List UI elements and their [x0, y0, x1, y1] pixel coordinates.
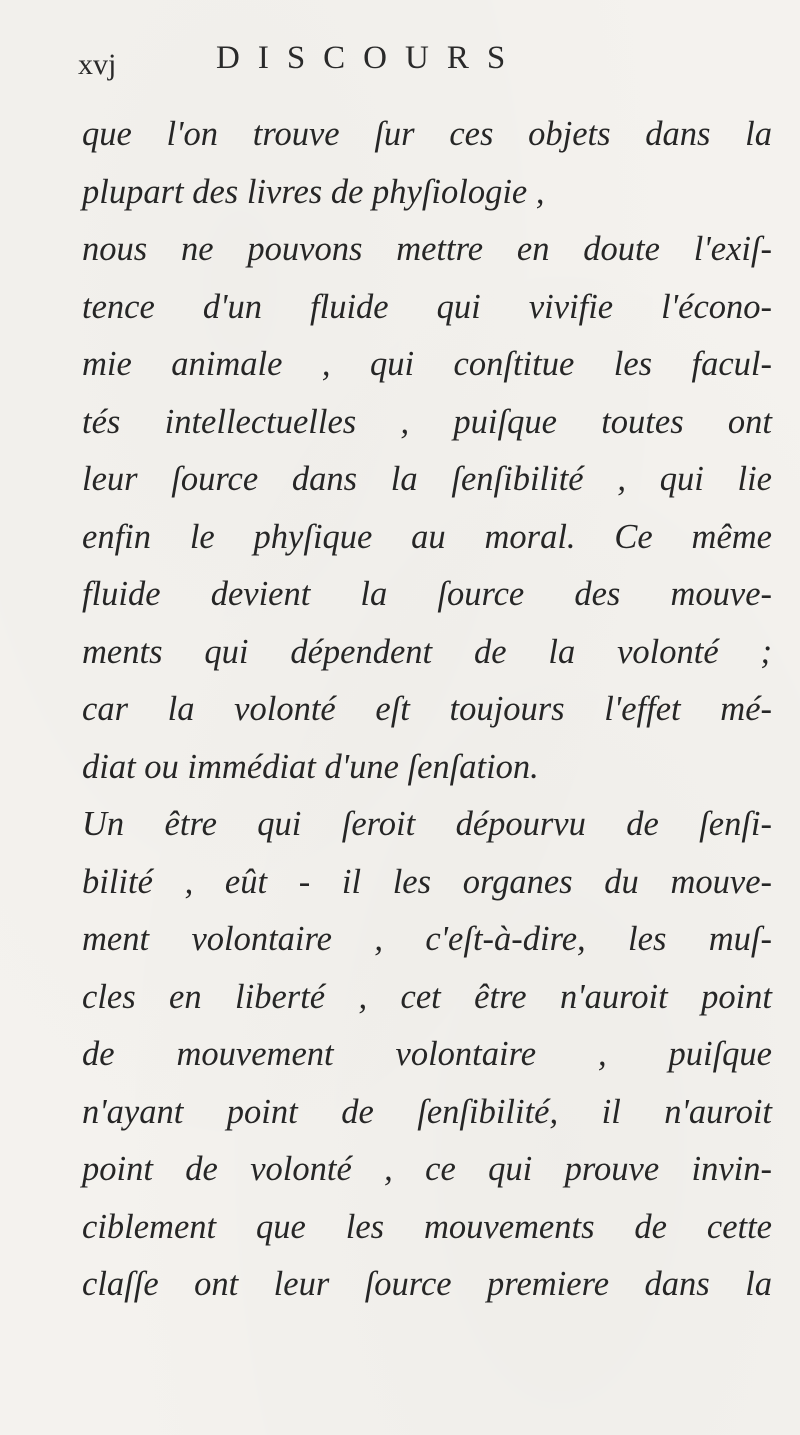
page-header: [78, 40, 758, 90]
text-line: point de volonté , ce qui prouve invin-: [82, 1150, 772, 1188]
text-line: car la volonté eſt toujours l'effet mé-: [82, 690, 772, 728]
text-line: ment volontaire , c'eſt-à-dire, les muſ-: [82, 920, 772, 958]
text-line: leur ſource dans la ſenſibilité , qui lie: [82, 460, 772, 498]
text-line: de mouvement volontaire , puiſque: [82, 1035, 772, 1073]
body-text: [82, 108, 772, 1316]
text-line: enfin le phyſique au moral. Ce même: [82, 517, 772, 556]
text-line: diat ou immédiat d'une ſenſation.: [82, 747, 539, 786]
text-line: mie animale , qui conſtitue les facul-: [82, 345, 772, 383]
page-number: xvj: [78, 48, 117, 81]
text-line: bilité , eût - il les organes du mouve-: [82, 862, 772, 901]
text-line: plupart des livres de phyſiologie ,: [82, 172, 545, 211]
text-line: Un être qui ſeroit dépourvu de ſenſi-: [82, 805, 772, 843]
text-line: cles en liberté , cet être n'auroit point: [82, 977, 772, 1016]
text-line: ciblement que les mouvements de cette: [82, 1207, 772, 1246]
text-line: tés intellectuelles , puiſque toutes ont: [82, 402, 772, 441]
running-head: DISCOURS: [216, 40, 524, 76]
text-line: n'ayant point de ſenſibilité, il n'auroit: [82, 1092, 772, 1131]
text-line: fluide devient la ſource des mouve-: [82, 575, 772, 613]
text-line: claſſe ont leur ſource premiere dans la: [82, 1265, 772, 1303]
text-line: ments qui dépendent de la volonté ;: [82, 632, 772, 671]
text-line: que l'on trouve ſur ces objets dans la: [82, 115, 772, 153]
text-line: tence d'un fluide qui vivifie l'écono-: [82, 287, 772, 326]
text-line: nous ne pouvons mettre en doute l'exiſ-: [82, 230, 772, 268]
